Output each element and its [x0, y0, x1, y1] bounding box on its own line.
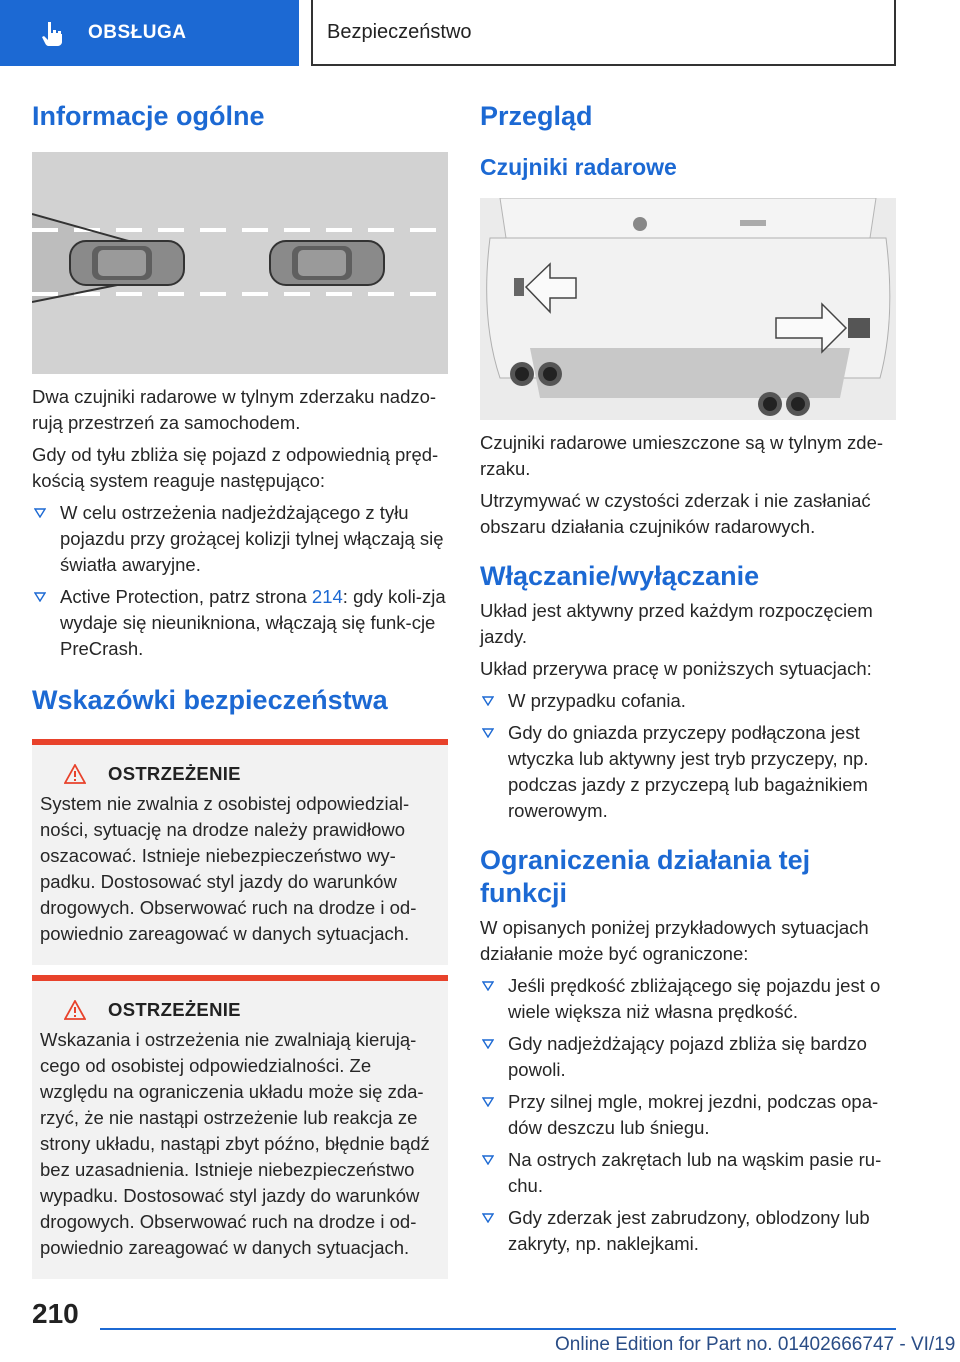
bullet-list — [32, 500, 448, 662]
paragraph: Czujniki radarowe umieszczone są w tylnym zde-rzaku. — [480, 431, 884, 479]
list-item: Active Protection, patrz strona 214: gdy koli-zja wydaje się nieunikniona, włączają się funk-cje PreCrash. — [32, 584, 448, 662]
triangle-bullet-icon — [34, 508, 46, 518]
illustration-rear-bumper — [480, 198, 896, 420]
heading-limitations: Ograniczenia działania tej funkcji — [480, 845, 811, 908]
paragraph: Gdy od tyłu zbliża się pojazd z odpowiednią pręd-kością system reaguje następująco: — [32, 444, 439, 492]
warning-box — [32, 975, 448, 1279]
list-item: Gdy nadjeżdżający pojazd zbliża się bardzo powoli. — [480, 1031, 896, 1083]
warning-box — [32, 739, 448, 965]
triangle-bullet-icon — [34, 592, 46, 602]
list-item: Na ostrych zakrętach lub na wąskim pasie ru-chu. — [480, 1147, 896, 1199]
warning-text: Wskazania i ostrzeżenia nie zwalniają kierują-cego od osobistej odpowiedzialności. Ze względu na ograniczenia układu może się zda-rzyć, że nie nastąpi ostrzeżenie lub reakcja ze strony układu, nastąpi zbyt późno, błędnie bądź bez uzasadnienia. Istnieje niebezpieczeństwo wypadku. Dostosować styl jazdy do warunków drogowych. Obserwować ruch na drodze i od-powiednio zareagować w danych sytuacjach. — [40, 1028, 430, 1258]
footer-edition: Online Edition for Part no. 01402666747 - VI/19 — [555, 1334, 956, 1355]
section-title: Bezpieczeństwo — [327, 20, 472, 43]
list-item: Jeśli prędkość zbliżającego się pojazdu jest o wiele większa niż własna prędkość. — [480, 973, 896, 1025]
list-item: Przy silnej mgle, mokrej jezdni, podczas opa-dów deszczu lub śniegu. — [480, 1089, 896, 1141]
triangle-bullet-icon — [482, 728, 494, 738]
list-item: W celu ostrzeżenia nadjeżdżającego z tyłu pojazdu przy grożącej kolizji tylnej włączają się światła awaryjne. — [32, 500, 448, 578]
triangle-bullet-icon — [482, 981, 494, 991]
paragraph: Układ jest aktywny przed każdym rozpoczęciem jazdy. — [480, 600, 873, 648]
page-link-214[interactable]: 214 — [311, 586, 343, 608]
heading-on-off: Włączanie/wyłączanie — [480, 560, 760, 591]
paragraph: Układ przerywa pracę w poniższych sytuacjach: — [480, 658, 872, 680]
triangle-bullet-icon — [482, 1039, 494, 1049]
warning-triangle-icon — [64, 764, 86, 784]
page-number: 210 — [32, 1298, 79, 1329]
tab-obsluga[interactable] — [0, 0, 299, 66]
warning-text: System nie zwalnia z osobistej odpowiedzial-ności, sytuację na drodze należy prawidłowo oszacować. Istnieje niebezpieczeństwo wy-padku. Dostosować styl jazdy do warunków drogowych. Obserwować ruch na drodze i od-powiednio zareagować w danych sytuacjach. — [40, 792, 417, 944]
triangle-bullet-icon — [482, 1213, 494, 1223]
warning-triangle-icon — [64, 1000, 86, 1020]
bullet-list — [480, 973, 896, 1257]
list-item: Gdy zderzak jest zabrudzony, oblodzony lub zakryty, np. naklejkami. — [480, 1205, 896, 1257]
triangle-bullet-icon — [482, 1155, 494, 1165]
tab-label: OBSŁUGA — [88, 22, 187, 43]
heading-general-info: Informacje ogólne — [32, 101, 265, 131]
heading-radar-sensors: Czujniki radarowe — [480, 154, 677, 181]
paragraph: W opisanych poniżej przykładowych sytuacjach działanie może być ograniczone: — [480, 917, 869, 965]
triangle-bullet-icon — [482, 696, 494, 706]
illustration-road-sensors — [32, 152, 448, 374]
footer-divider — [100, 1328, 896, 1330]
paragraph: Utrzymywać w czystości zderzak i nie zasłaniać obszaru działania czujników radarowych. — [480, 489, 871, 537]
warning-title: OSTRZEŻENIE — [108, 762, 241, 784]
list-item: Gdy do gniazda przyczepy podłączona jest wtyczka lub aktywny jest tryb przyczepy, np. podczas jazdy z przyczepą lub bagażnikiem rowerowym. — [480, 720, 896, 824]
heading-safety: Wskazówki bezpieczeństwa — [32, 685, 388, 716]
left-column — [32, 100, 448, 1279]
list-item: W przypadku cofania. — [480, 688, 896, 714]
right-column — [480, 100, 896, 1263]
paragraph: Dwa czujniki radarowe w tylnym zderzaku nadzo-rują przestrzeń za samochodem. — [32, 386, 437, 434]
bullet-list — [480, 688, 896, 824]
breadcrumb — [311, 0, 896, 66]
heading-overview: Przegląd — [480, 101, 593, 131]
triangle-bullet-icon — [482, 1097, 494, 1107]
warning-title: OSTRZEŻENIE — [108, 998, 241, 1020]
hand-pointer-icon — [40, 20, 66, 46]
